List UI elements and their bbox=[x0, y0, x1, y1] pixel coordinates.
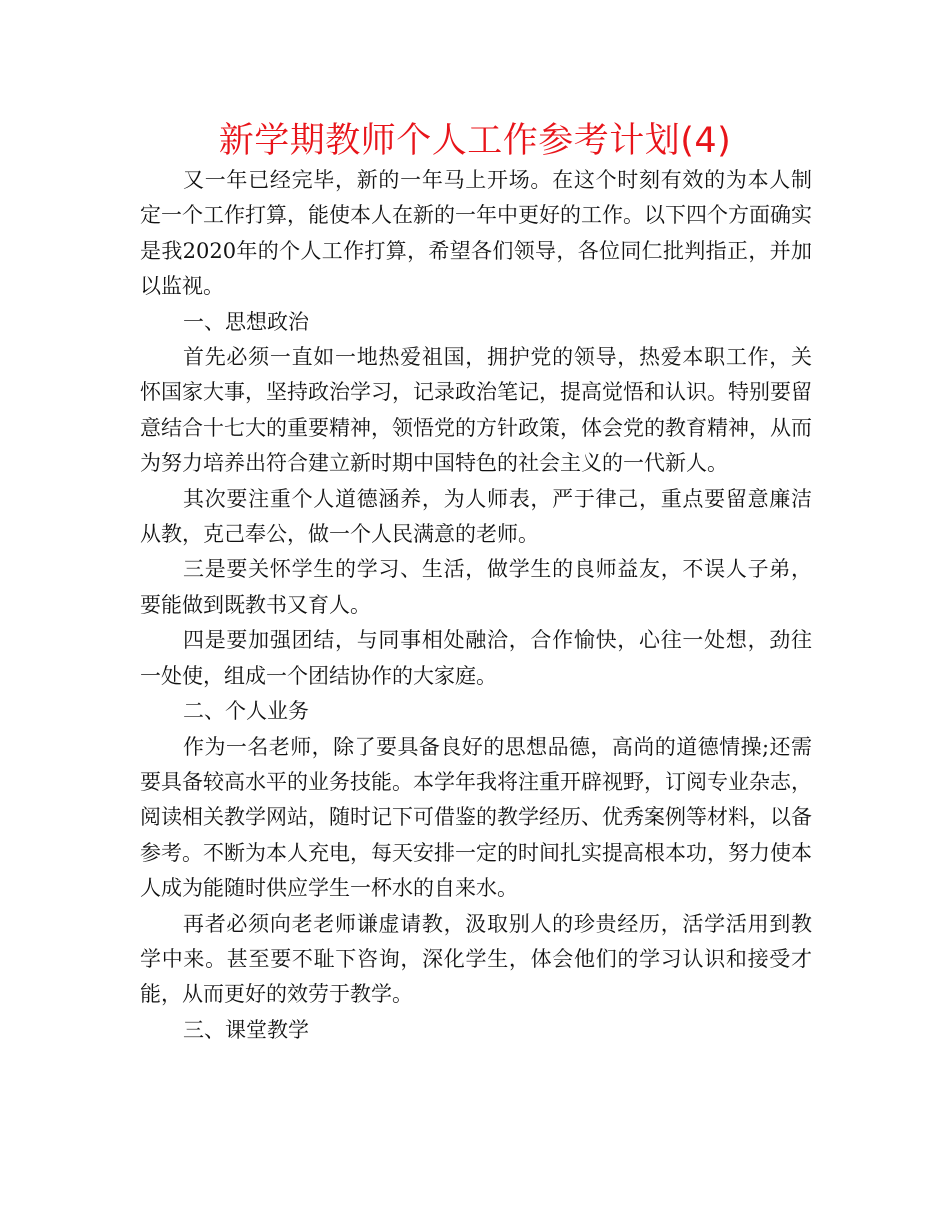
section-heading-classroom: 三、课堂教学 bbox=[183, 1017, 309, 1042]
paragraph-patriotism: 首先必须一直如一地热爱祖国，拥护党的领导，热爱本职工作，关怀国家大事，坚持政治学习，记录政治笔记，提高觉悟和认识。特别要留意结合十七大的重要精神，领悟党的方针政策，体会党的教育精神，从而为努力培养出符合建立新时期中国特色的社会主义的一代新人。 bbox=[140, 345, 812, 476]
paragraph-learning: 再者必须向老老师谦虚请教，汲取别人的珍贵经历，活学活用到教学中来。甚至要不耻下咨询，深化学生，体会他们的学习认识和接受才能，从而更好的效劳于教学。 bbox=[140, 911, 812, 1007]
document-title: 新学期教师个人工作参考计划(4) bbox=[218, 121, 732, 161]
paragraph-teamwork: 四是要加强团结，与同事相处融洽，合作愉快，心往一处想，劲往一处使，组成一个团结协作的大家庭。 bbox=[140, 628, 812, 688]
paragraph-morality: 其次要注重个人道德涵养，为人师表，严于律己，重点要留意廉洁从教，克己奉公，做一个人民满意的老师。 bbox=[140, 486, 812, 547]
paragraph-skills: 作为一名老师，除了要具备良好的思想品德，高尚的道德情操;还需要具备较高水平的业务技能。本学年我将注重开辟视野，订阅专业杂志，阅读相关教学网站，随时记下可借鉴的教学经历、优秀案例等材料，以备参考。不断为本人充电，每天安排一定的时间扎实提高根本功，努力使本人成为能随时供应学生一杯水的自来水。 bbox=[140, 734, 812, 901]
paragraph-intro: 又一年已经完毕，新的一年马上开场。在这个时刻有效的为本人制定一个工作打算，能使本人在新的一年中更好的工作。以下四个方面确实是我2020年的个人工作打算，希望各们领导，各位同仁批判指正，并加以监视。 bbox=[140, 168, 812, 299]
section-heading-professional: 二、个人业务 bbox=[183, 699, 309, 724]
document-body bbox=[140, 163, 812, 1048]
section-heading-politics: 一、思想政治 bbox=[183, 309, 309, 334]
paragraph-student-care: 三是要关怀学生的学习、生活，做学生的良师益友，不误人子弟，要能做到既教书又育人。 bbox=[140, 557, 812, 617]
